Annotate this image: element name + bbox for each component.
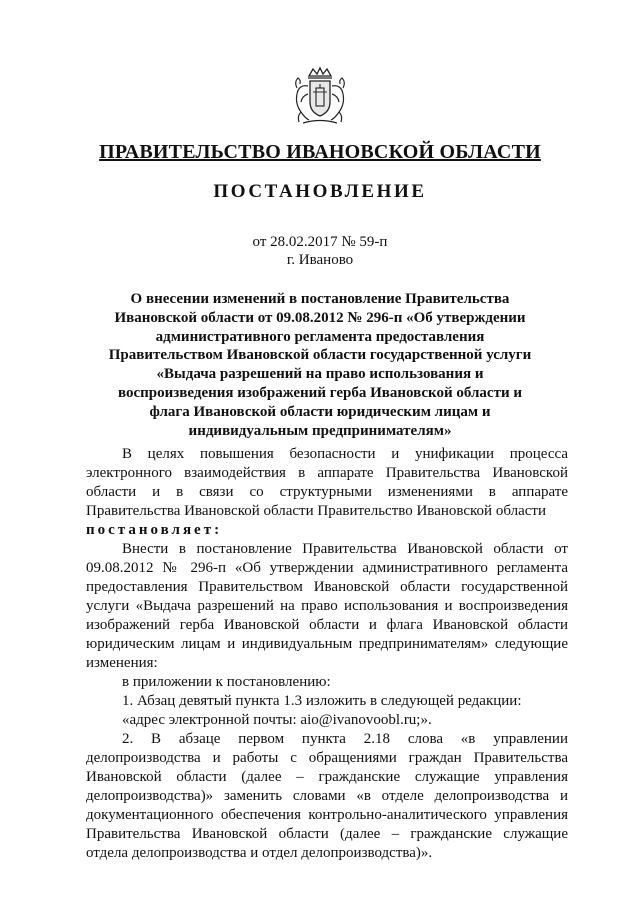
item-2: 2. В абзаце первом пункта 2.18 слова «в управлении делопроизводства и работы с обращениями граждан Правительства Ивановской области (далее – гражданские служащие управления делопроизводства)» заменить словами «в отделе делопроизводства и документационного обеспечения контрольно-аналитического управления Правительства Ивановской области (далее – гражданские служащие отдела делопроизводства и отдел делопроизводства)». xyxy=(86,731,568,861)
document-body xyxy=(86,445,568,863)
government-title: ПРАВИТЕЛЬСТВО ИВАНОВСКОЙ ОБЛАСТИ xyxy=(99,141,541,163)
item-1-quote: «адрес электронной почты: aio@ivanovoobl.ru;». xyxy=(122,712,432,728)
city: г. Иваново xyxy=(286,252,354,268)
document-subject: О внесении изменений в постановление Правительства Ивановской области от 09.08.2012 № 296-п «Об утверждении административного регламента предоставления Правительством Ивановской области государственной услуги «Выдача разрешений на право использования и воспроизведения изображений герба Ивановской области и флага Ивановской области юридическим лицам и индивидуальным предпринимателям» xyxy=(108,291,532,439)
preamble: В целях повышения безопасности и унификации процесса электронного взаимодействия в аппарате Правительства Ивановской области и в связи со структурными изменениями в аппарате Правительства Ивановской области Правительство Ивановской области xyxy=(86,446,568,519)
paragraph-intro: Внести в постановление Правительства Ивановской области от 09.08.2012 № 296-п «Об утверждении административного регламента предоставления Правительством Ивановской области государственной услуги «Выдача разрешений на право использования и воспроизведения изображений герба Ивановской области и флага Ивановской области юридическим лицам и индивидуальным предпринимателям» следующие изменения: xyxy=(86,541,568,671)
date-number: от 28.02.2017 № 59-п xyxy=(252,234,388,250)
paragraph-appendix: в приложении к постановлению: xyxy=(122,674,331,690)
document-type: ПОСТАНОВЛЕНИЕ xyxy=(213,181,427,202)
item-1: 1. Абзац девятый пункта 1.3 изложить в следующей редакции: xyxy=(122,693,522,709)
decree-word xyxy=(86,521,568,540)
coat-of-arms-icon xyxy=(289,66,351,128)
document-meta xyxy=(80,233,560,269)
decree-word-text: постановляет: xyxy=(86,522,223,538)
